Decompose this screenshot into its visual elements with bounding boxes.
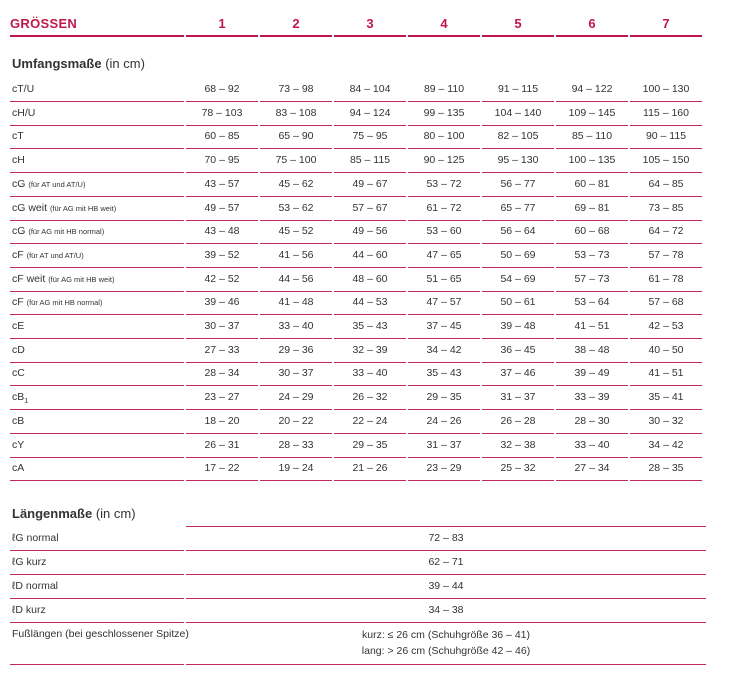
table-cell: 27 – 33 (204, 343, 240, 356)
row-divider (10, 480, 184, 481)
table-cell: 37 – 46 (500, 367, 536, 380)
row-label (12, 367, 25, 379)
table-cell: 44 – 53 (352, 296, 388, 309)
table-cell: 26 – 31 (204, 438, 240, 451)
table-cell: 64 – 72 (648, 225, 684, 238)
size-column-header: 7 (662, 16, 670, 31)
table-cell: 53 – 72 (426, 177, 462, 190)
header-underline (260, 35, 332, 37)
row-label: ℓG kurz (12, 556, 47, 568)
table-cell: 17 – 22 (204, 462, 240, 475)
row-label (12, 273, 114, 285)
row-label-text: cE (12, 320, 25, 332)
table-cell: 73 – 85 (648, 201, 684, 214)
table-cell-merged: 72 – 83 (428, 532, 464, 544)
row-label-text: cT (12, 130, 24, 143)
table-row (10, 197, 706, 221)
row-divider (10, 664, 184, 665)
table-cell: 33 – 39 (574, 391, 610, 404)
table-cell: 65 – 90 (278, 130, 314, 143)
table-cell: 57 – 68 (648, 296, 684, 309)
row-label-text: cH/U (12, 106, 36, 119)
size-header-title: GRÖSSEN (10, 16, 78, 31)
table-cell: 30 – 37 (278, 367, 314, 380)
table-cell: 41 – 48 (278, 296, 314, 309)
table-cell: 109 – 145 (568, 106, 616, 119)
row-label-note: (für AG mit HB normal) (28, 227, 105, 237)
table-cell: 48 – 60 (352, 272, 388, 285)
table-row (10, 102, 706, 126)
table-cell: 50 – 61 (500, 296, 536, 309)
row-label: Fußlängen (bei geschlossener Spitze) (12, 628, 189, 640)
table-cell: 56 – 77 (500, 177, 536, 190)
table-cell: 54 – 69 (500, 272, 536, 285)
row-label (12, 320, 24, 332)
row-label (12, 249, 84, 261)
table-cell: 99 – 135 (423, 106, 465, 119)
table-cell: 47 – 57 (426, 296, 462, 309)
row-label: ℓD kurz (12, 604, 46, 616)
table-row (10, 78, 706, 102)
row-label (12, 107, 35, 119)
row-label (12, 462, 24, 474)
table-cell: 41 – 51 (648, 367, 684, 380)
table-cell: 28 – 34 (204, 367, 240, 380)
table-cell: 24 – 26 (426, 414, 462, 427)
table-cell: 69 – 81 (574, 201, 610, 214)
row-label-note: (für AG mit HB normal) (26, 298, 103, 308)
table-cell: 28 – 33 (278, 438, 314, 451)
table-cell: 29 – 35 (352, 438, 388, 451)
row-label (12, 154, 25, 166)
row-label-note: (für AG mit HB weit) (48, 274, 115, 284)
row-label: ℓG normal (12, 532, 59, 544)
size-column-header: 1 (218, 16, 226, 31)
size-column-header: 2 (292, 16, 300, 31)
table-cell: 33 – 40 (278, 320, 314, 332)
table-row (10, 362, 706, 386)
row-label-text: cB (12, 391, 25, 404)
table-cell: 53 – 62 (278, 201, 314, 214)
row-divider (186, 480, 258, 481)
table-cell: 26 – 32 (352, 391, 388, 404)
table-cell: 31 – 37 (426, 438, 462, 451)
section-title-text: Längenmaße (12, 506, 93, 521)
header-underline (408, 35, 480, 37)
row-divider (408, 480, 480, 481)
table-cell: 104 – 140 (494, 106, 542, 119)
table-cell: 95 – 130 (497, 154, 539, 167)
row-label-text: cC (12, 367, 25, 380)
table-cell: 39 – 52 (204, 248, 240, 261)
table-row (10, 457, 706, 481)
table-cell: 33 – 40 (352, 367, 388, 380)
table-cell: 57 – 73 (574, 272, 610, 285)
table-cell: 91 – 115 (497, 83, 539, 95)
table-cell: 26 – 28 (500, 414, 536, 427)
table-cell: 50 – 69 (500, 248, 536, 261)
header-underline (630, 35, 702, 37)
row-label (12, 83, 34, 95)
row-label-text: cF (12, 296, 24, 309)
table-row (10, 527, 706, 551)
table-cell-merged (186, 627, 706, 659)
table-cell: 115 – 160 (643, 106, 689, 119)
row-label (12, 178, 85, 190)
table-cell: 82 – 105 (497, 130, 539, 143)
row-label-note: (für AG mit HB weit) (49, 203, 117, 213)
table-cell: 37 – 45 (426, 320, 462, 332)
table-cell: 31 – 37 (500, 391, 536, 404)
section-title-umfang (12, 56, 145, 71)
table-row (10, 410, 706, 434)
row-label-text: cD (12, 343, 25, 356)
table-row (10, 434, 706, 458)
row-label (12, 130, 24, 142)
table-cell: 60 – 81 (574, 177, 610, 190)
table-row (10, 386, 706, 410)
table-cell: 68 – 92 (204, 83, 240, 95)
row-label (12, 296, 102, 308)
row-label: ℓD normal (12, 580, 58, 592)
section-title-text: Umfangsmaße (12, 56, 102, 71)
header-underline (334, 35, 406, 37)
table-cell: 29 – 35 (426, 391, 462, 404)
row-divider (260, 480, 332, 481)
row-label (12, 202, 116, 214)
row-label-text: cB (12, 414, 25, 427)
row-divider (630, 480, 702, 481)
table-cell: 41 – 56 (278, 248, 314, 261)
row-label-text: cY (12, 438, 25, 451)
table-cell: 34 – 42 (648, 438, 684, 451)
fuss-line-kurz: kurz: ≤ 26 cm (Schuhgröße 36 – 41) (361, 629, 530, 641)
table-cell: 94 – 122 (571, 83, 613, 95)
table-cell: 33 – 40 (574, 438, 610, 451)
table-cell: 70 – 95 (204, 154, 240, 167)
table-cell-merged: 34 – 38 (428, 604, 464, 616)
table-cell: 32 – 38 (500, 438, 536, 451)
table-cell: 35 – 43 (426, 367, 462, 380)
table-cell: 45 – 62 (278, 177, 314, 190)
table-cell: 51 – 65 (426, 272, 462, 285)
table-row (10, 575, 706, 599)
table-cell: 64 – 85 (648, 177, 684, 190)
row-label (12, 439, 24, 451)
table-row (10, 220, 706, 244)
table-cell: 60 – 68 (574, 225, 610, 238)
row-label-note: (für AT und AT/U) (28, 179, 86, 189)
table-cell: 20 – 22 (278, 414, 314, 427)
fuss-line-lang: lang: > 26 cm (Schuhgröße 42 – 46) (361, 645, 531, 657)
table-cell: 84 – 104 (349, 83, 391, 95)
section-title-laengen (12, 506, 136, 521)
table-cell: 94 – 124 (349, 106, 391, 119)
table-cell: 43 – 57 (204, 177, 240, 190)
table-cell: 75 – 95 (352, 130, 388, 143)
table-cell: 100 – 135 (568, 154, 616, 167)
table-row (10, 291, 706, 315)
table-cell: 47 – 65 (426, 248, 462, 261)
table-row (10, 315, 706, 339)
table-row (10, 268, 706, 292)
table-cell: 41 – 51 (574, 320, 610, 332)
table-cell: 22 – 24 (352, 414, 388, 427)
table-cell: 60 – 85 (204, 130, 240, 143)
table-cell: 35 – 43 (352, 320, 388, 332)
header-underline (186, 35, 258, 37)
header-underline (556, 35, 628, 37)
row-divider (482, 480, 554, 481)
table-cell: 23 – 27 (204, 391, 240, 404)
header-underline (482, 35, 554, 37)
table-cell: 105 – 150 (642, 154, 690, 167)
table-cell: 44 – 60 (352, 248, 388, 261)
table-cell: 40 – 50 (648, 343, 684, 356)
table-cell: 53 – 60 (426, 225, 462, 238)
table-row-fusslaengen (10, 623, 706, 665)
row-label-note: (für AT und AT/U) (26, 250, 84, 260)
table-row (10, 339, 706, 363)
table-cell: 85 – 110 (571, 130, 613, 143)
table-cell: 35 – 41 (648, 391, 684, 404)
table-cell: 49 – 67 (352, 177, 388, 190)
size-column-header: 5 (514, 16, 522, 31)
table-cell: 43 – 48 (204, 225, 240, 238)
table-cell: 57 – 67 (352, 201, 388, 214)
row-label-text: cG weit (12, 201, 48, 214)
table-cell: 19 – 24 (278, 462, 314, 475)
table-cell: 45 – 52 (278, 225, 314, 238)
table-cell: 53 – 64 (574, 296, 610, 309)
table-cell: 89 – 110 (423, 83, 465, 95)
table-cell: 18 – 20 (204, 414, 240, 427)
size-column-header: 4 (440, 16, 448, 31)
table-cell: 61 – 72 (426, 201, 462, 214)
table-cell: 29 – 36 (278, 343, 314, 356)
size-column-header: 6 (588, 16, 596, 31)
row-divider (556, 480, 628, 481)
table-cell: 30 – 32 (648, 414, 684, 427)
table-cell: 65 – 77 (500, 201, 536, 214)
row-label-text: cH (12, 154, 25, 167)
table-cell: 73 – 98 (278, 83, 314, 95)
section-unit: (in cm) (105, 56, 145, 71)
row-label (12, 415, 24, 427)
table-cell: 80 – 100 (423, 130, 465, 143)
table-row (10, 244, 706, 268)
table-row (10, 599, 706, 623)
table-cell: 36 – 45 (500, 343, 536, 356)
table-cell: 75 – 100 (275, 154, 317, 167)
header-underline (10, 35, 184, 37)
table-cell: 30 – 37 (204, 320, 240, 332)
table-cell: 90 – 125 (423, 154, 465, 167)
table-cell: 39 – 49 (574, 367, 610, 380)
table-cell: 42 – 53 (648, 320, 684, 332)
table-cell: 44 – 56 (278, 272, 314, 285)
table-row (10, 173, 706, 197)
table-cell: 25 – 32 (500, 462, 536, 475)
table-cell: 39 – 48 (500, 320, 536, 332)
row-label-text: cA (12, 462, 25, 475)
row-divider (334, 480, 406, 481)
row-label-text: cF weit (12, 272, 46, 285)
size-column-header: 3 (366, 16, 374, 31)
table-cell: 24 – 29 (278, 391, 314, 404)
table-cell: 28 – 35 (648, 462, 684, 475)
row-label-text: cT/U (12, 83, 35, 95)
table-cell: 32 – 39 (352, 343, 388, 356)
table-cell-merged: 39 – 44 (428, 580, 464, 592)
row-label-text: cF (12, 248, 24, 261)
table-cell: 100 – 130 (642, 83, 690, 95)
table-cell: 38 – 48 (574, 343, 610, 356)
table-cell: 61 – 78 (648, 272, 684, 285)
row-label (12, 391, 28, 405)
table-cell: 90 – 115 (645, 130, 687, 143)
table-cell: 56 – 64 (500, 225, 536, 238)
table-cell: 49 – 57 (204, 201, 240, 214)
row-label-text: cG (12, 225, 26, 238)
table-cell: 78 – 103 (201, 106, 243, 119)
table-row (10, 125, 706, 149)
table-cell-merged: 62 – 71 (428, 556, 464, 568)
table-row (10, 551, 706, 575)
table-cell: 39 – 46 (204, 296, 240, 309)
table-cell: 28 – 30 (574, 414, 610, 427)
row-label (12, 225, 104, 237)
table-cell: 23 – 29 (426, 462, 462, 475)
table-cell: 34 – 42 (426, 343, 462, 356)
row-divider (186, 664, 706, 665)
table-cell: 42 – 52 (204, 272, 240, 285)
table-cell: 53 – 73 (574, 248, 610, 261)
table-cell: 49 – 56 (352, 225, 388, 238)
table-cell: 57 – 78 (648, 248, 684, 261)
table-cell: 85 – 115 (349, 154, 391, 167)
row-label-text: cG (12, 177, 26, 190)
table-cell: 21 – 26 (352, 462, 388, 475)
row-label (12, 344, 25, 356)
table-cell: 27 – 34 (574, 462, 610, 475)
row-label-subscript: 1 (24, 398, 29, 406)
section-unit: (in cm) (95, 506, 136, 521)
table-cell: 83 – 108 (275, 106, 317, 119)
table-row (10, 149, 706, 173)
